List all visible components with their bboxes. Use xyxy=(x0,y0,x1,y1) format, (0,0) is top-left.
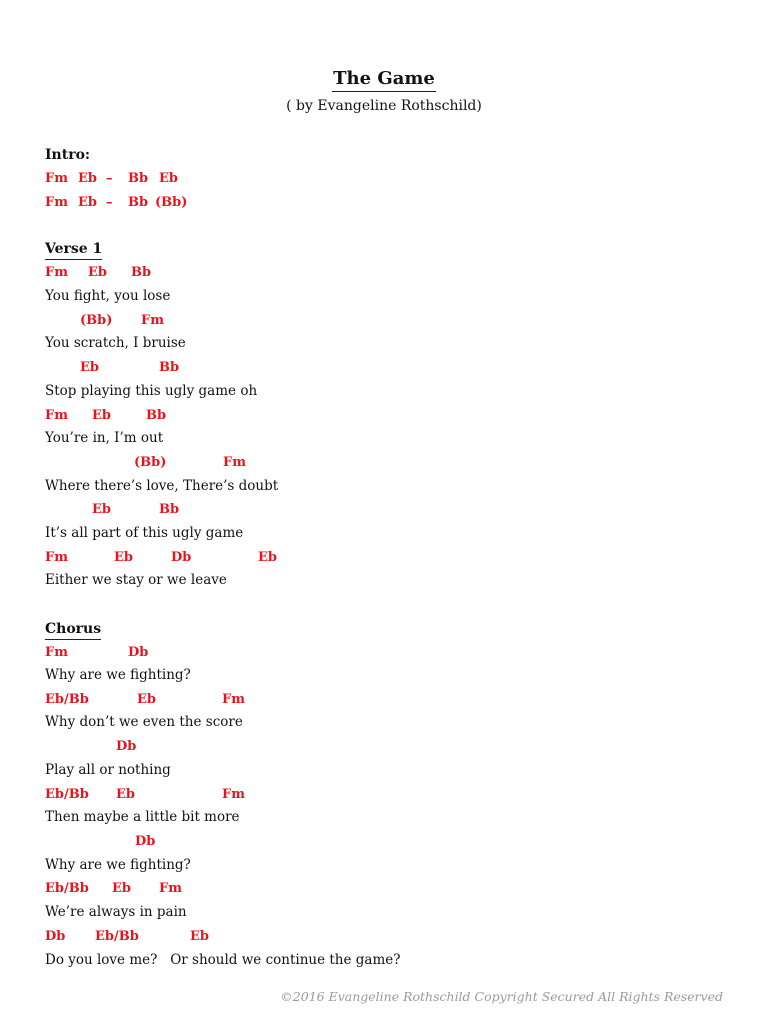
chorus-lyric: Do you love me? Or should we continue the game? xyxy=(45,952,401,968)
chord: Bb xyxy=(159,360,180,375)
intro-heading: Intro: xyxy=(45,147,91,163)
chord: Eb xyxy=(137,692,156,707)
chord: (Bb) xyxy=(80,313,113,328)
chord: Fm xyxy=(223,455,246,470)
chord: Eb xyxy=(112,881,131,896)
verse-chord-line xyxy=(45,550,745,568)
chord-dash: – xyxy=(106,171,113,186)
verse-chord-line xyxy=(45,313,745,331)
chord: Bb xyxy=(146,408,167,423)
verse-lyric: Stop playing this ugly game oh xyxy=(45,383,258,399)
chorus-lyric: We’re always in pain xyxy=(45,904,187,920)
copyright-footer: ©2016 Evangeline Rothschild Copyright Secured All Rights Reserved xyxy=(280,989,723,1004)
verse-lyric: You fight, you lose xyxy=(45,288,171,304)
chord: Db xyxy=(171,550,192,565)
chord: Eb xyxy=(92,408,111,423)
chord: Bb xyxy=(128,171,149,186)
chord: Fm xyxy=(159,881,182,896)
chord: Db xyxy=(116,739,137,754)
chorus-chord-line xyxy=(45,834,745,852)
chorus-chord-line xyxy=(45,787,745,805)
verse-chord-line xyxy=(45,265,745,283)
verse-heading: Verse 1 xyxy=(45,241,102,260)
chord: (Bb) xyxy=(155,195,188,210)
chord: Fm xyxy=(222,787,245,802)
chord: Fm xyxy=(45,550,68,565)
chorus-chord-line xyxy=(45,692,745,710)
chord: Eb xyxy=(258,550,277,565)
chord-dash: – xyxy=(106,195,113,210)
verse-lyric: Where there’s love, There’s doubt xyxy=(45,478,279,494)
chord: Eb xyxy=(92,502,111,517)
chorus-lyric: Play all or nothing xyxy=(45,762,171,778)
chorus-heading: Chorus xyxy=(45,621,101,640)
chord: Fm xyxy=(141,313,164,328)
chorus-lyric: Then maybe a little bit more xyxy=(45,809,240,825)
chord: (Bb) xyxy=(134,455,167,470)
intro-chord-line xyxy=(45,195,745,213)
song-author: ( by Evangeline Rothschild) xyxy=(286,98,482,114)
verse-chord-line xyxy=(45,502,745,520)
chord: Fm xyxy=(45,408,68,423)
chord: Eb xyxy=(190,929,209,944)
chord: Eb xyxy=(116,787,135,802)
verse-lyric: It’s all part of this ugly game xyxy=(45,525,244,541)
chord: Fm xyxy=(45,171,68,186)
chord: Fm xyxy=(45,195,68,210)
chorus-chord-line xyxy=(45,739,745,757)
chorus-chord-line xyxy=(45,881,745,899)
chord: Bb xyxy=(128,195,149,210)
chord: Eb/Bb xyxy=(95,929,139,944)
verse-chord-line xyxy=(45,408,745,426)
verse-chord-line xyxy=(45,360,745,378)
chord: Db xyxy=(128,645,149,660)
chord: Eb xyxy=(88,265,107,280)
chord: Eb xyxy=(159,171,178,186)
chord: Fm xyxy=(222,692,245,707)
chord: Bb xyxy=(131,265,152,280)
chord: Eb xyxy=(80,360,99,375)
chorus-chord-line xyxy=(45,645,745,663)
chord: Eb/Bb xyxy=(45,881,89,896)
chorus-lyric: Why don’t we even the score xyxy=(45,714,243,730)
verse-chord-line xyxy=(45,455,745,473)
chord: Db xyxy=(45,929,66,944)
chord: Eb/Bb xyxy=(45,787,89,802)
chord: Eb xyxy=(114,550,133,565)
chord: Fm xyxy=(45,645,68,660)
chord: Db xyxy=(135,834,156,849)
chord: Eb xyxy=(78,195,97,210)
chorus-lyric: Why are we fighting? xyxy=(45,667,191,683)
chorus-lyric: Why are we fighting? xyxy=(45,857,191,873)
verse-lyric: Either we stay or we leave xyxy=(45,572,227,588)
song-title: The Game xyxy=(0,68,768,89)
chord: Eb xyxy=(78,171,97,186)
intro-chord-line xyxy=(45,171,745,189)
verse-lyric: You scratch, I bruise xyxy=(45,335,186,351)
verse-lyric: You’re in, I’m out xyxy=(45,430,164,446)
chorus-chord-line xyxy=(45,929,745,947)
chord: Fm xyxy=(45,265,68,280)
chord: Bb xyxy=(159,502,180,517)
chord: Eb/Bb xyxy=(45,692,89,707)
